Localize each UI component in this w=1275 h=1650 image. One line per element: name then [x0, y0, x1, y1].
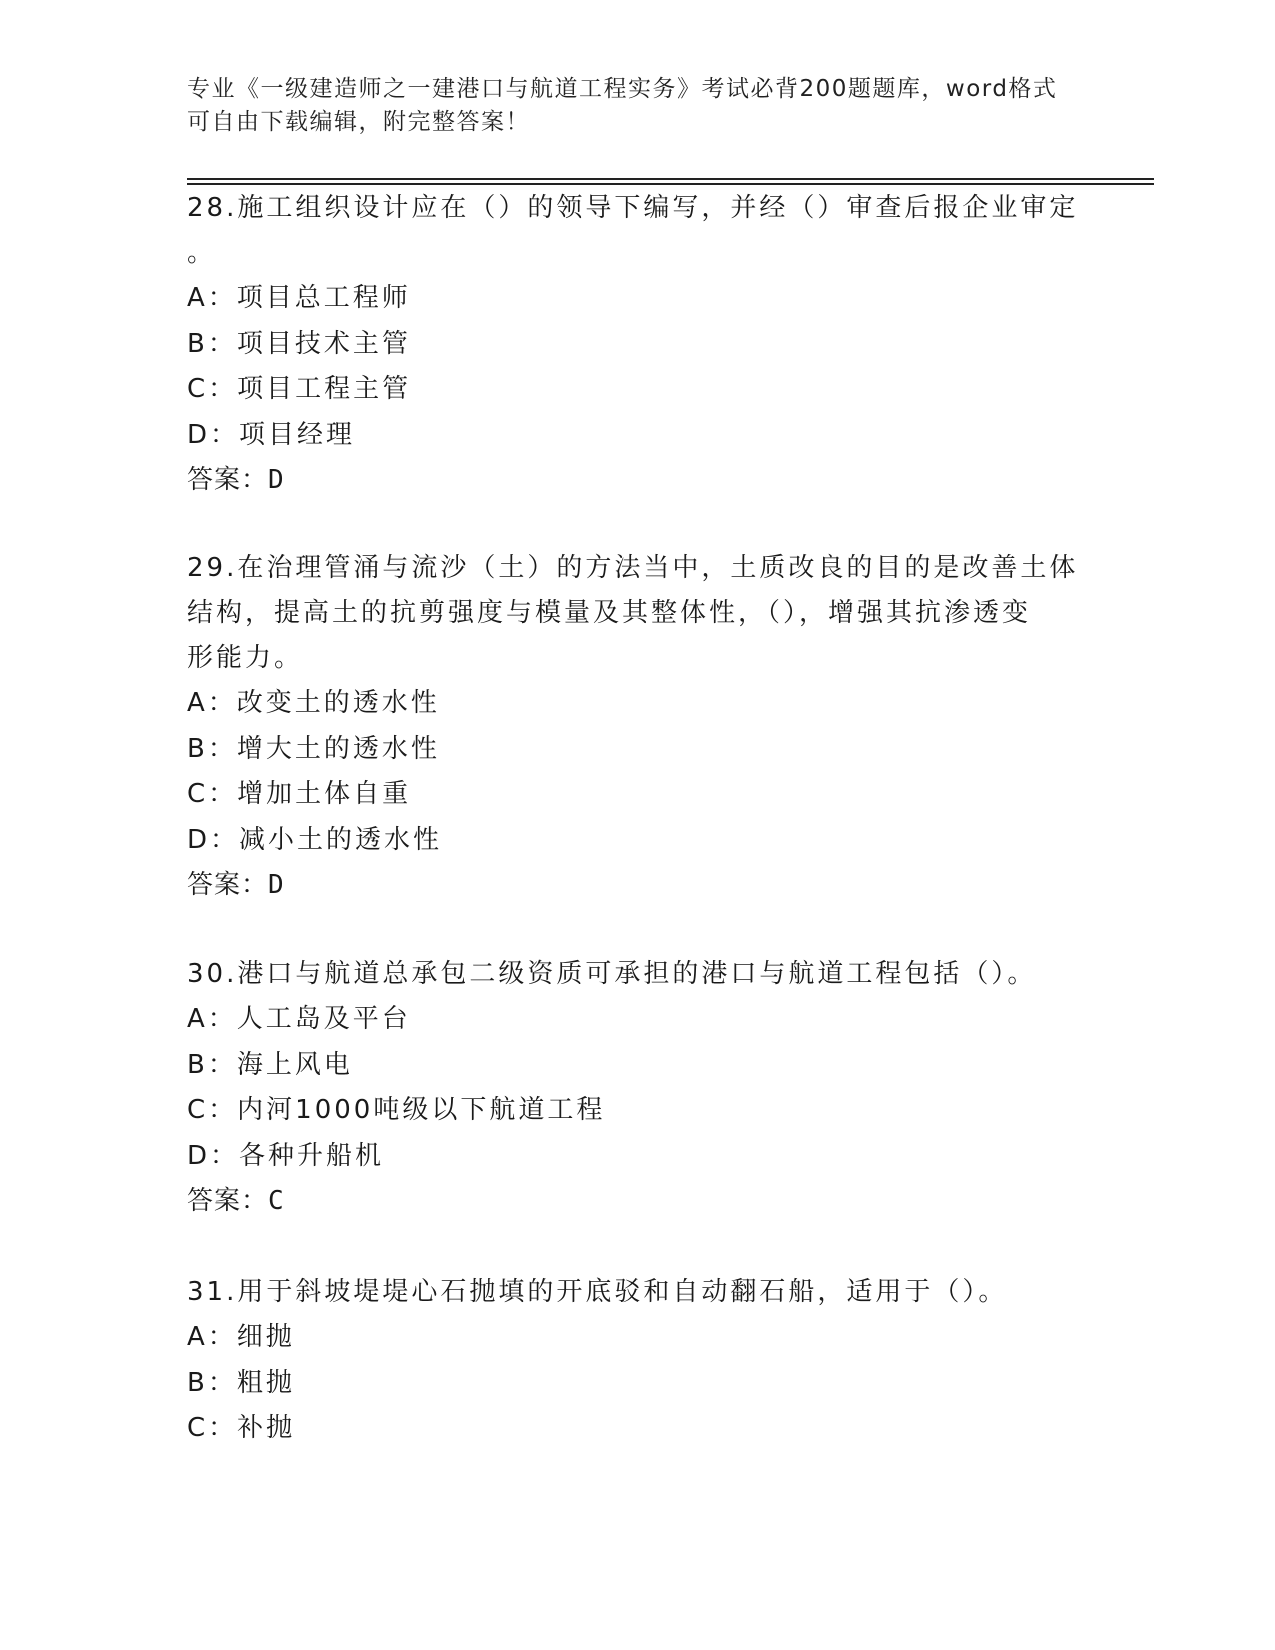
option-c: C：项目工程主管 — [187, 374, 412, 404]
question-stem-line: 形能力。 — [187, 643, 304, 673]
option-c: C：增加土体自重 — [187, 779, 412, 809]
question-29 — [187, 546, 1087, 909]
option-a: A：人工岛及平台 — [187, 1004, 411, 1034]
answer: 答案：D — [187, 465, 285, 495]
header-divider-top — [187, 178, 1154, 180]
option-d: D：减小土的透水性 — [187, 824, 443, 855]
document-header — [187, 73, 1067, 139]
header-divider-bottom — [187, 183, 1154, 185]
question-28 — [187, 186, 1087, 504]
answer: 答案：C — [187, 1186, 285, 1216]
option-b: B：海上风电 — [187, 1049, 353, 1080]
question-stem-line: 29.在治理管涌与流沙（土）的方法当中，土质改良的目的是改善土体 — [187, 553, 1079, 583]
option-c: C：补抛 — [187, 1413, 296, 1443]
question-stem-line: 。 — [187, 238, 217, 268]
option-a: A：细抛 — [187, 1322, 295, 1352]
option-c: C：内河1000吨级以下航道工程 — [187, 1095, 606, 1125]
header-line-2: 可自由下载编辑，附完整答案！ — [187, 109, 530, 135]
question-31 — [187, 1270, 1087, 1452]
option-d: D：各种升船机 — [187, 1140, 385, 1171]
question-stem-line: 31.用于斜坡堤堤心石抛填的开底驳和自动翻石船，适用于（）。 — [187, 1277, 1008, 1307]
question-30 — [187, 952, 1087, 1225]
question-stem-line: 结构，提高土的抗剪强度与模量及其整体性，（），增强其抗渗透变 — [187, 598, 1032, 628]
answer: 答案：D — [187, 870, 285, 900]
question-stem-line: 30.港口与航道总承包二级资质可承担的港口与航道工程包括（）。 — [187, 959, 1037, 989]
option-a: A：项目总工程师 — [187, 283, 411, 313]
option-b: B：增大土的透水性 — [187, 733, 440, 764]
option-b: B：粗抛 — [187, 1367, 295, 1398]
question-stem-line: 28.施工组织设计应在（）的领导下编写，并经（）审查后报企业审定 — [187, 193, 1079, 223]
option-d: D：项目经理 — [187, 419, 356, 450]
option-b: B：项目技术主管 — [187, 328, 411, 359]
header-line-1: 专业《一级建造师之一建港口与航道工程实务》考试必背200题题库，word格式 — [187, 76, 1058, 102]
option-a: A：改变土的透水性 — [187, 688, 440, 718]
